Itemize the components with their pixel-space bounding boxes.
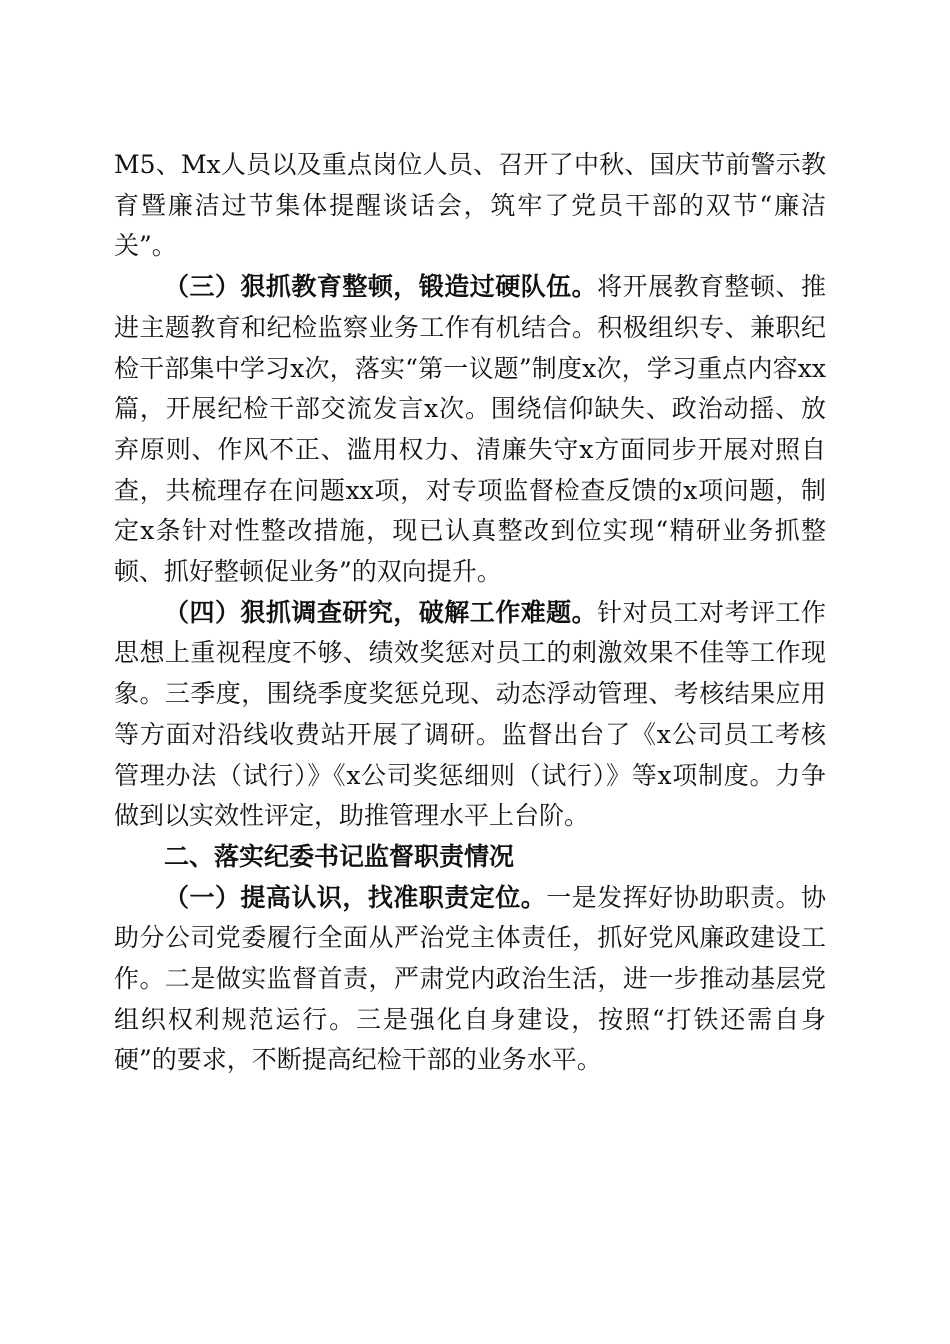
- paragraph-lead: （四）狠抓调查研究，破解工作难题。: [164, 597, 598, 627]
- section-heading: 二、落实纪委书记监督职责情况: [164, 841, 515, 871]
- paragraph-text: 将开展教育整顿、推进主题教育和纪检监察业务工作有机结合。积极组织专、兼职纪检干部集中学习x次，落实“第一议题”制度x次，学习重点内容xx篇，开展纪检干部交流发言x次。围绕信仰缺失、政治动摇、放弃原则、作风不正、滥用权力、清廉失守x方面同步开展对照自查，共梳理存在问题xx项，对专项监督检查反馈的x项问题，制定x条针对性整改措施，现已认真整改到位实现“精研业务抓整顿、抓好整顿促业务”的双向提升。: [114, 272, 826, 587]
- continuation-paragraph: [114, 145, 826, 267]
- paragraph-lead: （一）提高认识，找准职责定位。: [164, 882, 547, 912]
- document-page: [114, 145, 826, 1081]
- paragraph-education-rectification: [114, 267, 826, 593]
- paragraph-improve-awareness: [114, 878, 826, 1082]
- paragraph-investigation-research: [114, 593, 826, 837]
- paragraph-text: 一是发挥好协助职责。协助分公司党委履行全面从严治党主体责任，抓好党风廉政建设工作。二是做实监督首责，严肃党内政治生活，进一步推动基层党组织权利规范运行。三是强化自身建设，按照“打铁还需自身硬”的要求，不断提高纪检干部的业务水平。: [114, 882, 826, 1075]
- paragraph-lead: （三）狠抓教育整顿，锻造过硬队伍。: [164, 272, 598, 302]
- paragraph-text: 针对员工对考评工作思想上重视程度不够、绩效奖惩对员工的刺激效果不佳等工作现象。三季度，围绕季度奖惩兑现、动态浮动管理、考核结果应用等方面对沿线收费站开展了调研。监督出台了《x公司员工考核管理办法（试行）》《x公司奖惩细则（试行）》等x项制度。力争做到以实效性评定，助推管理水平上台阶。: [114, 597, 826, 831]
- paragraph-text: M5、Mx人员以及重点岗位人员、召开了中秋、国庆节前警示教育暨廉洁过节集体提醒谈话会，筑牢了党员干部的双节“廉洁关”。: [114, 150, 826, 261]
